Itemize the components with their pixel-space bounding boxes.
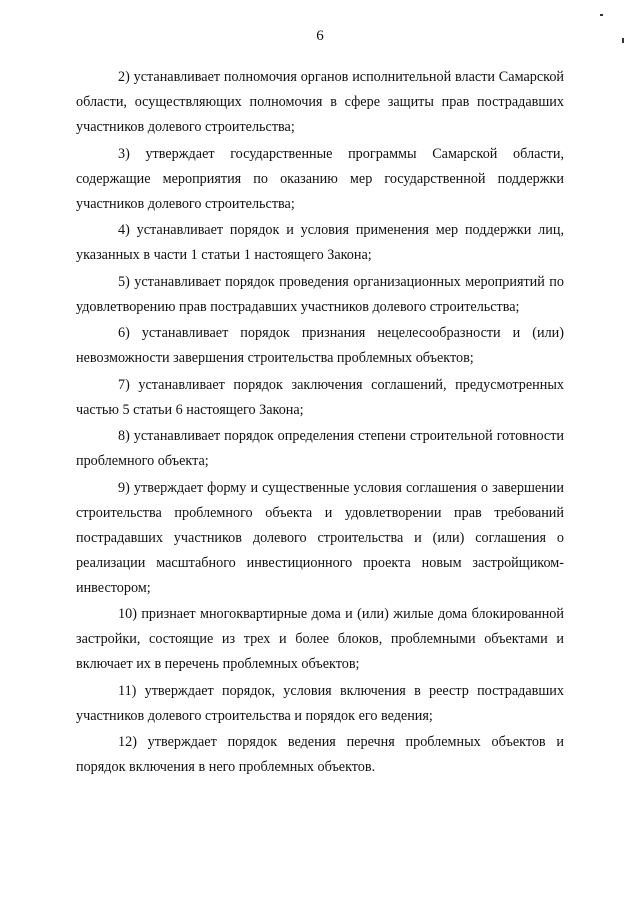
list-item-4: 4) устанавливает порядок и условия применения мер поддержки лиц, указанных в части 1 статьи 1 настоящего Закона; bbox=[76, 222, 564, 263]
list-item-11: 11) утверждает порядок, условия включения в реестр пострадавших участников долевого строительства и порядок его ведения; bbox=[76, 682, 564, 724]
list-item-8: 8) устанавливает порядок определения степени строительной готовности проблемного объекта; bbox=[76, 428, 564, 469]
list-item-7: 7) устанавливает порядок заключения соглашений, предусмотренных частью 5 статьи 6 настоящего Закона; bbox=[76, 376, 564, 418]
list-item-12: 12) утверждает порядок ведения перечня проблемных объектов и порядок включения в него проблемных объектов. bbox=[76, 734, 564, 775]
scan-artifact-mark bbox=[600, 14, 603, 16]
list-item-9: 9) утверждает форму и существенные условия соглашения о завершении строительства проблемного объекта и удовлетворении прав требований пострадавших участников долевого строительства и (или) соглашения о реализации масштабного инвестиционного проекта новым застройщиком-инвестором; bbox=[76, 479, 564, 596]
scan-artifact-mark bbox=[622, 38, 624, 43]
list-item-6: 6) устанавливает порядок признания нецелесообразности и (или) невозможности завершения строительства проблемных объектов; bbox=[76, 325, 564, 366]
list-item-10: 10) признает многоквартирные дома и (или) жилые дома блокированной застройки, состоящие из трех и более блоков, проблемными объектами и включает их в перечень проблемных объектов; bbox=[76, 606, 564, 672]
document-body bbox=[76, 65, 564, 782]
list-item-5: 5) устанавливает порядок проведения организационных мероприятий по удовлетворению прав пострадавших участников долевого строительства; bbox=[76, 273, 564, 315]
list-item-2: 2) устанавливает полномочия органов исполнительной власти Самарской области, осуществляющих полномочия в сфере защиты прав пострадавших участников долевого строительства; bbox=[76, 69, 564, 135]
list-item-3: 3) утверждает государственные программы Самарской области, содержащие мероприятия по оказанию мер государственной поддержки участников долевого строительства; bbox=[76, 145, 564, 212]
page-number: 6 bbox=[316, 28, 324, 44]
